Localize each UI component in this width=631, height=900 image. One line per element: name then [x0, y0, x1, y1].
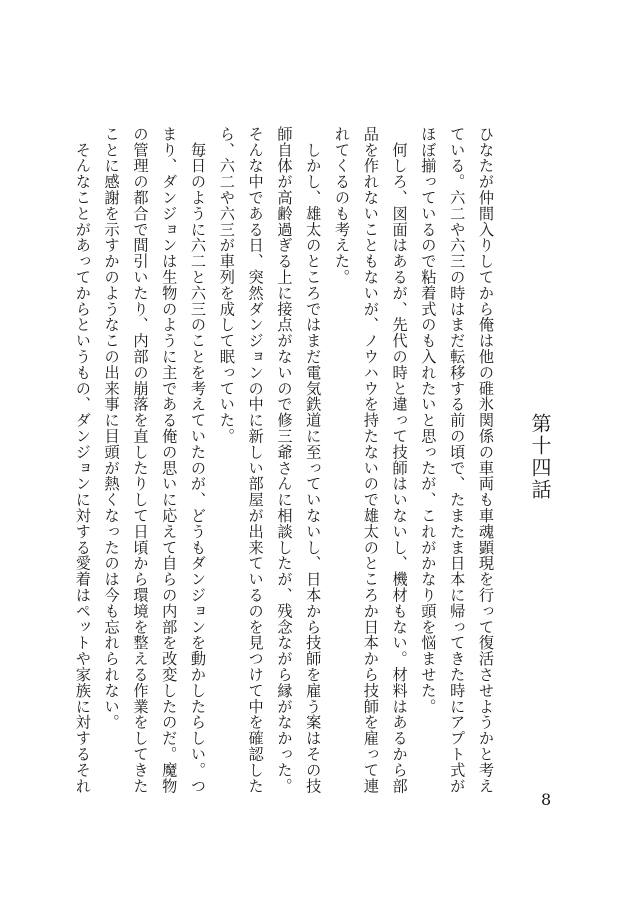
paragraph: ひなたが仲間入りしてから俺は他の碓氷関係の車両も車魂顕現を行って復活させようかと考えている。六二や六三の時はまだ転移する前の頃で、たまたま日本に帰ってきた時にアプト式がほぼ揃っているので粘着式のも入れたいと思ったが、これがかなり頭を悩ませた。 [419, 126, 495, 794]
body-text [73, 126, 500, 806]
paragraph: しかし、雄太のところではまだ電気鉄道に至っていないし、日本から技師を雇う案はその技師自体が高齢過ぎる上に接点がないので修三爺さんに相談したが、残念ながら縁がなかった。そんな中である日、突然ダンジョンの中に新しい部屋が出来ているのを見つけて中を確認したら、六二や六三が車列を成して眠っていた。 [217, 126, 323, 794]
paragraph: そんなことがあってからというもの、ダンジョンに対する愛着はペットや家族に対するそれ [73, 126, 92, 794]
page-number: 8 [541, 790, 552, 809]
paragraph: 何しろ、図面はあるが、先代の時と違って技師はいないし、機材もない。材料はあるから部品を作れないこともないが、ノウハウを持たないので雄太のところか日本から技師を雇って連れてくるのも考えた。 [333, 126, 409, 794]
paragraph: 毎日のように六二と六三のことを考えていたのが、どうもダンジョンを動かしたらしい。つまり、ダンジョンは生物のように主である俺の思いに応えて自らの内部を改変したのだ。魔物の管理の都合で間引いたり、内部の崩落を直したりして日頃から環境を整える作業をしてきたことに感謝を示すかのようなこの出来事に目頭が熱くなったのは今も忘れられない。 [102, 126, 208, 794]
chapter-title: 第十四話 [528, 413, 552, 501]
